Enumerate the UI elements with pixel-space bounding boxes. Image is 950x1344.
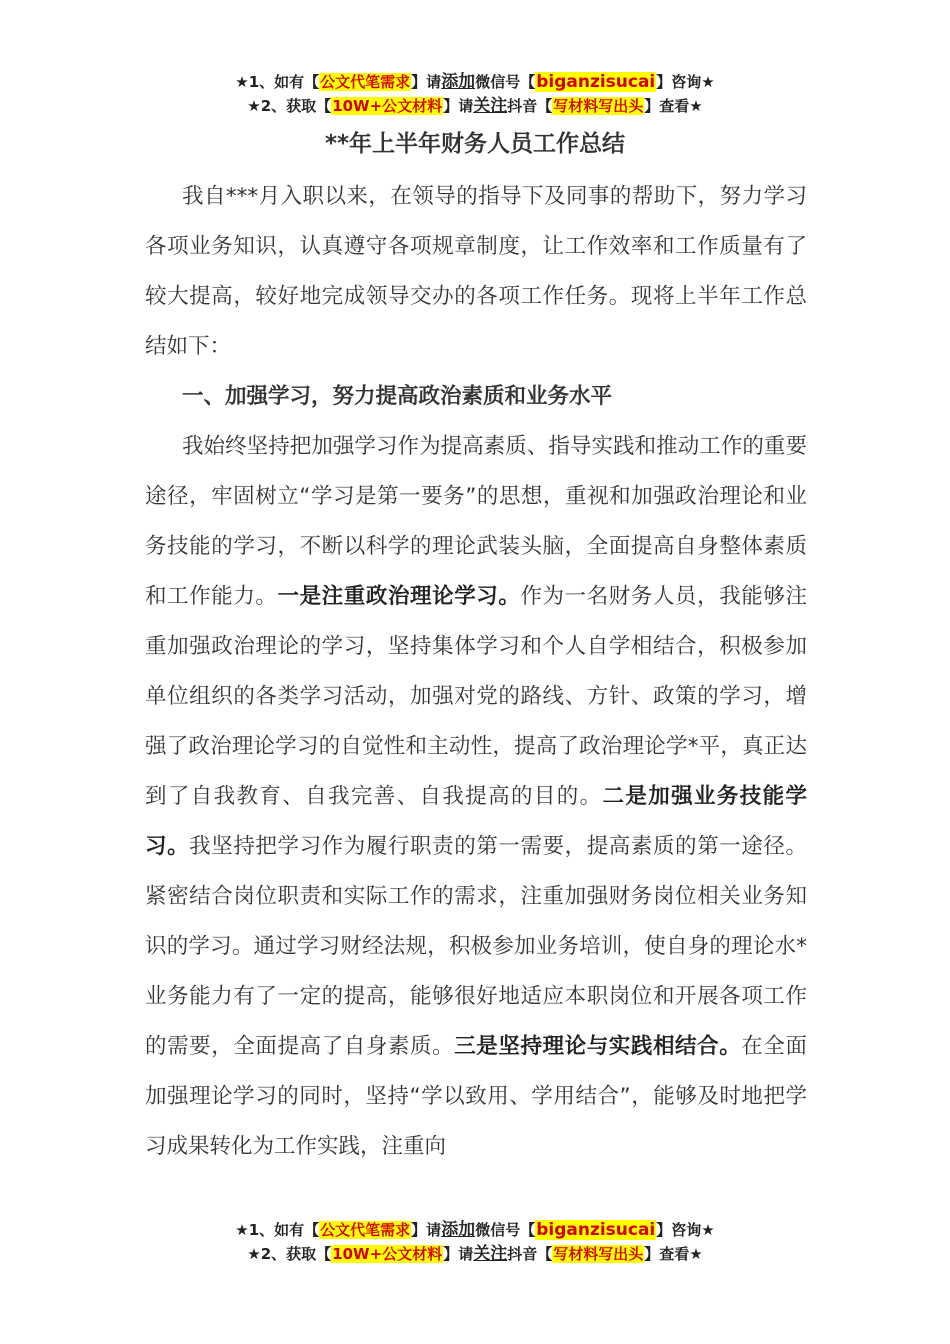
footer-banner: [0, 1218, 950, 1266]
wechat-id: biganzisucai: [536, 72, 656, 92]
banner-line-2: ★2、获取【10W+公文材料】请关注抖音【写材料写出头】查看★: [247, 1244, 703, 1264]
highlight-materials: 10W+公文材料: [332, 97, 443, 115]
highlight-ghostwriting: 公文代笔需求: [320, 1221, 411, 1239]
douyin-account: 写材料写出头: [553, 97, 644, 115]
header-banner: [0, 70, 950, 118]
highlight-ghostwriting: 公文代笔需求: [320, 73, 411, 91]
document-body: [145, 172, 807, 1172]
point-2-heading: 二是加强业务技能学习。: [145, 784, 807, 859]
point-3-heading: 三是坚持理论与实践相结合。: [454, 1034, 742, 1059]
section-1-paragraph: 我始终坚持把加强学习作为提高素质、指导实践和推动工作的重要途径，牢固树立“学习是第一要务”的思想，重视和加强政治理论和业务技能的学习，不断以科学的理论武装头脑，全面提高自身整体素质和工作能力。一是注重政治理论学习。作为一名财务人员，我能够注重加强政治理论的学习，坚持集体学习和个人自学相结合，积极参加单位组织的各类学习活动，加强对党的路线、方针、政策的学习，增强了政治理论学习的自觉性和主动性，提高了政治理论学*平，真正达到了自我教育、自我完善、自我提高的目的。二是加强业务技能学习。我坚持把学习作为履行职责的第一需要，提高素质的第一途径。紧密结合岗位职责和实际工作的需求，注重加强财务岗位相关业务知识的学习。通过学习财经法规，积极参加业务培训，使自身的理论水*业务能力有了一定的提高，能够很好地适应本职岗位和开展各项工作的需要，全面提高了自身素质。三是坚持理论与实践相结合。在全面加强理论学习的同时，坚持“学以致用、学用结合”，能够及时地把学习成果转化为工作实践，注重向: [145, 434, 807, 1159]
banner-line-1: ★1、如有【公文代笔需求】请添加微信号【biganzisucai】咨询★: [235, 1220, 715, 1240]
intro-paragraph: 我自***月入职以来，在领导的指导下及同事的帮助下，努力学习各项业务知识，认真遵守各项规章制度，让工作效率和工作质量有了较大提高，较好地完成领导交办的各项工作任务。现将上半年工作总结如下：: [145, 184, 807, 359]
douyin-account: 写材料写出头: [553, 1245, 644, 1263]
banner-line-2: ★2、获取【10W+公文材料】请关注抖音【写材料写出头】查看★: [247, 96, 703, 116]
wechat-id: biganzisucai: [536, 1220, 656, 1240]
highlight-materials: 10W+公文材料: [332, 1245, 443, 1263]
banner-line-1: ★1、如有【公文代笔需求】请添加微信号【biganzisucai】咨询★: [235, 72, 715, 92]
point-1-heading: 一是注重政治理论学习。: [277, 584, 521, 609]
document-title: **年上半年财务人员工作总结: [324, 131, 626, 157]
section-1-heading: 一、加强学习，努力提高政治素质和业务水平: [182, 384, 613, 409]
